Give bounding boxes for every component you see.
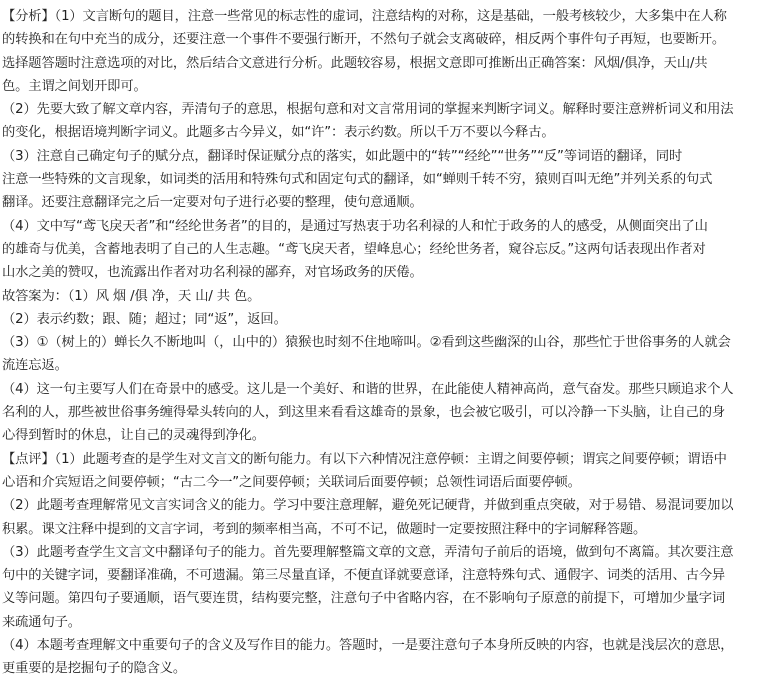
text-line: 选择题答题时注意选项的对比，然后结合文意进行分析。此题较容易，根据文意即可推断出正确答案：风烟/俱净，天山/共 [2,55,708,71]
text-line: 【分析】（1）文言断句的题目，注意一些常见的标志性的虚词，注意结构的对称，这是基础，一般考核较少，大多集中在人称 [2,9,727,24]
text-line: （4）文中写“鸢飞戾天者”和“经纶世务者”的目的，是通过写热衷于功名利禄的人和忙于政务的人的感受，从侧面突出了山 [2,218,708,234]
text-line: 名利的人，那些被世俗事务缠得晕头转向的人，到这里来看看这雄奇的景象，也会被它吸引，可以冷静一下头脑，让自己的身 [2,405,726,421]
text-line: 更重要的是挖掘句子的隐含义。 [2,661,187,677]
text-line: 句中的关键字词，要翻译准确，不可遗漏。第三尽量直译，不便直译就要意译，注意特殊句式、通假字、词类的活用、古今异 [2,568,726,584]
text-line: 来疏通句子。 [2,614,81,630]
text-line: 色。主谓之间划开即可。 [2,78,147,94]
text-line: 故答案为：（1）风 烟 /俱 净，天 山/ 共 色。 [2,288,261,304]
text-line: 山水之美的赞叹，也流露出作者对功名利禄的鄙弃，对官场政务的厌倦。 [2,265,423,281]
text-line: （3）①（树上的）蝉长久不断地叫（，山中的）猿猴也时刻不住地啼叫。②看到这些幽深的山谷，那些忙于世俗事务的人就会 [2,335,731,351]
text-line: 流连忘返。 [2,358,68,374]
text-line: 积累。课文注释中提到的文言字词，考到的频率相当高，不可不记，做题时一定要按照注释中的字词解释答题。 [2,521,647,537]
text-line: （3）此题考查学生文言文中翻译句子的能力。首先要理解整篇文章的文意，弄清句子前后的语境，做到句不离篇。其次要注意 [2,544,734,560]
text-line: （2）表示约数；跟、随；超过；同“返”，返回。 [2,311,287,327]
text-line: 的雄奇与优美，含蓄地表明了自己的人生志趣。“鸢飞戾天者，望峰息心；经纶世务者，窥谷忘反。”这两句话表现出作者对 [2,241,706,257]
text-line: （2）此题考查理解常见文言实词含义的能力。学习中要注意理解，避免死记硬背，并做到重点突破，对于易错、易混词要加以 [2,498,734,514]
text-line: 翻译。还要注意翻译完之后一定要对句子进行必要的整理，使句意通顺。 [2,195,423,211]
text-line: （4）这一句主要写人们在奇景中的感受。这儿是一个美好、和谐的世界，在此能使人精神高尚，意气奋发。那些只顾追求个人 [2,381,734,397]
text-line: 心得到暂时的休息，让自己的灵魂得到净化。 [2,428,265,444]
text-line: 【点评】（1）此题考查的是学生对文言文的断句能力。有以下六种情况注意停顿：主谓之间要停顿；谓宾之间要停顿；谓语中 [2,451,727,467]
text-line: （2）先要大致了解文章内容，弄清句子的意思，根据句意和对文言常用词的掌握来判断字词义。解释时要注意辨析词义和用法 [2,102,734,118]
text-line: 的转换和在句中充当的成分，还要注意一个事件不要强行断开，不然句子就会支离破碎，相反两个事件句子再短，也要断开。 [2,32,726,48]
text-line: 的变化，根据语境判断字词义。此题多古今异义，如“许”：表示约数。所以千万不要以今释古。 [2,125,555,141]
text-line: 注意一些特殊的文言现象，如词类的活用和特殊句式和固定句式的翻译，如“蝉则千转不穷，猿则百叫无绝”并列关系的句式 [2,172,713,188]
text-line: 心语和介宾短语之间要停顿；“古二今一”之间要停顿；关联词后面要停顿；总领性词语后面要停顿。 [2,474,581,490]
text-line: （3）注意自己确定句子的赋分点，翻译时保证赋分点的落实，如此题中的“转”“经纶”“世务”“反”等词语的翻译，同时 [2,148,683,164]
text-line: 义等问题。第四句子要通顺，语气要连贯，结构要完整，注意句子中省略内容，在不影响句子原意的前提下，可增加少量字词 [2,591,726,607]
text-line: （4）本题考查理解文中重要句子的含义及写作目的能力。答题时，一是要注意句子本身所反映的内容，也就是浅层次的意思， [2,638,734,654]
